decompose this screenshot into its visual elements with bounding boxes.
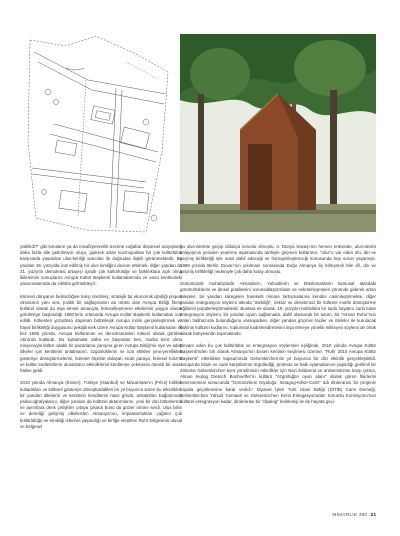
page-number: 21 [370,513,376,518]
paragraph: 2010 yılında Almanya (Essen), Türkiye (İstanbul) ve Macaristan’ın (Pécs) birlikte kutladıkları ve kültürel gösteriye dönüştürdükleri bir yıl boyunca süren bu etkinlikler, bir yandan ülkelerin ve kentlerin kendilerini nasıl gördü, anlattıkları bağlamında psikocoğrafyalarını, diğer yandan da kültürel aktarımlarını, yeni bir dizi bölünlerme ve ayrımlara denk çelişkiler ortaya çıkardı bunu da gözler önüne serdi. Ulus bilini ve derinliği gelişmiş ülkelerden Almanya’nın, imparatorluktan çağının çok kültürlülüğü ve etnikliği izlerinin yaşandığı ve birliğe eleştiren Ruhr bölgesinin ulusal ve bölgesel [20,380,182,429]
magazine-name: MİMARLIK 360 [332,513,368,518]
page-footer [180,512,376,520]
right-text-column [180,244,376,509]
left-text-column [20,244,182,506]
paragraph: Devam eden bu çok kültürlülük ve entegrasyon söylemleri eşliğinde, 2010 yılında Avrupa Kültür Başkenti’nden biri olarak Almanya’nın Essen kentinin seçilmesi üzerine, "Ruhr 2010 Avrupa Kültür Başkenti" etkinlikleri kapsamında Gelsenkirchen’de yıl boyunca bir dizi etkinlik gerçekleştirildi. Avrupa’da İslam ve cami karşıtlarının örgütlediği, protesto ve halk oylamalarının yapıldığı gerilimli bir döneme Gelsenkirchen kent yönetiminin etkinlikler için Nazi iktidarına ve antisemitizme karşı çıkma, Alman teolog Dietrich Bonhoeffer’in kültürü "özgürlüğün oyun alanı" olarak gören fikirlerini benimsemesi sonucunda "Görünürlerin Diyaloğu: Sinagog-Kilise-Cami" adı dinlerarası bir projenin hayata geçirilmesine karar verildi.¹ Diyanet İşleri Türk İslam Birliği (DİTİB) Cami Derneği, Gelsenkirchen Yahudi Cemaati ve Gelsenkirchen Kenti Enlegasyonudan Sorumlu Komisyonu’nun kültürel entegrasyon kadar, dinlerarası bir "diyalog" belirlenişi ile de hayata geçi- [180,343,376,405]
paragraph: Günümüzde muhafazakâr Almanların, Yahudilerin ve Müslümanların kamusal alandaki görünürlüklerini ve dinsel pratiklerini sorunsallaştırmaları ve sekülerleşmeleri yönünde giderek artan talepleri, bir yandan süregelen hareketli minare tartışmalarına kendini casimleştirmekte, diğer yandan entegrasyon söylemi altında "ötekiliği", risksiz ve denetimsiz bir kültürel motife dönüştürme eğilimini popülerleştirmektedir. Bunlara ek olarak, 19. yüzyılın bölünlükü bir toplu hayatını canlı tutan entegrasyon söylemi, bir yandan uyum sağlamada, dahil olamacak bir tutum, bir "Alman Ruhu"nun zaten halihazırda bulunduğunu varsayarken, diğer yandan göçmen laçiler ve ötekiler ile kurulacak ilişkinin kültürel kodlarını, toplumsal kadrelendirmesini inşa etmeye yönelik militeyeti söylemi de örtük olarak bünyesinde taşımaktadır. [180,281,376,336]
paragraph: yabilirdi?" gibi soruların ya da misafirperverlik üzerine coğafan düşünsel arayışların daha fazla dile getirilmiyor oluşu, giderek artan kozmopolitan bir çok kültürlülük karşısında yaşanılan ulus-kimliği sancıları ile doğrudan ilişkili görünmektedir. Bir yandan 19. yüzyılda icat edilmiş bir ulus kimliğini devam ettirmek, diğer yandan da 21. yüzyılın demokrasi anlayışı içinde çok kültürlülüğe ve farklılıklara açık olma ikilemimin sonuçlarını Avrupa Kültür Başkenti kutlamalarında ve onun kentlerdeki yansımalarında da sıklıkla görmekteyiz. [20,244,182,287]
site-plan-drawing [26,32,172,236]
pavilion-photo-icon [180,34,376,232]
pavilion-photo [180,34,376,232]
paragraph: ğu ulus-devlete geçişi oldukça sorunlu olmuştu. II. Dünya Savaşı’nın hemen ertesinde, ulus-devlet anlayışının yeniden yeşerme aşamasında tarihiyle göçmen kültürünü, "ulus"u var eden ölü, din ve geçmiş birlikteliği işte nasıl dahil edeceği ve homojenleştireceği konusunda hep sorun yaşamıştı. 1989 yılında Berlin Duvarı’nın yıkılması sonrasında Doğu Almanya ile birleşmek bile dil, din ve geçmiş birlikteliği nedeniyle çok daha kolay olmuştu. [180,244,376,274]
paragraph: Küresel dünyanın belirsizliğine karşı üretilmiş, stratejik bir ekonomik işbirliği projesi olmasının yanı sıra, politik bir sağlaşmanın da ürünü olan Avrupa Birliği fikrini kültürel olarak da inşa etmek amacıyla, küreselleşmenin etkilerinin yaygın olarak görülmeye başlandığı 1980’lerin ortasında Avrupa Kültür Başkenti kutlamaları icat edildi. Kökenleri yüzyıllara dayanan bütünleşik Avrupa mitini gerçekleştirmek ve hayal birlikteliği duygusunu pekiştirmek üzere Avrupa Kültür Başkenti kutlamaları ilk kez 1985 yılında, Avrupa kültürünün ve demokrasisinin kökeni olarak görülen Atina’da kutlandı. Bu kutlamalar daha en başından beri, marka kent olma misyonuyla kültür odaklı bir pazarlama yarışına giren Avrupa Birliği’ne üye ve aday ülkeler için kentlerini anlatmanın, özgünlüklerini ve icat ettikleri yeni-yerellikleri gösteriye dönüştürmelerini, küresel ölçekte dolaşan sicak paraya, küresel turizmi ve kültür endüstrilerin ulusüstücü etkinliklerini kentlerine çekmenin önemli bir aracı haline geldi. [20,293,182,374]
site-plan-icon [26,32,172,236]
